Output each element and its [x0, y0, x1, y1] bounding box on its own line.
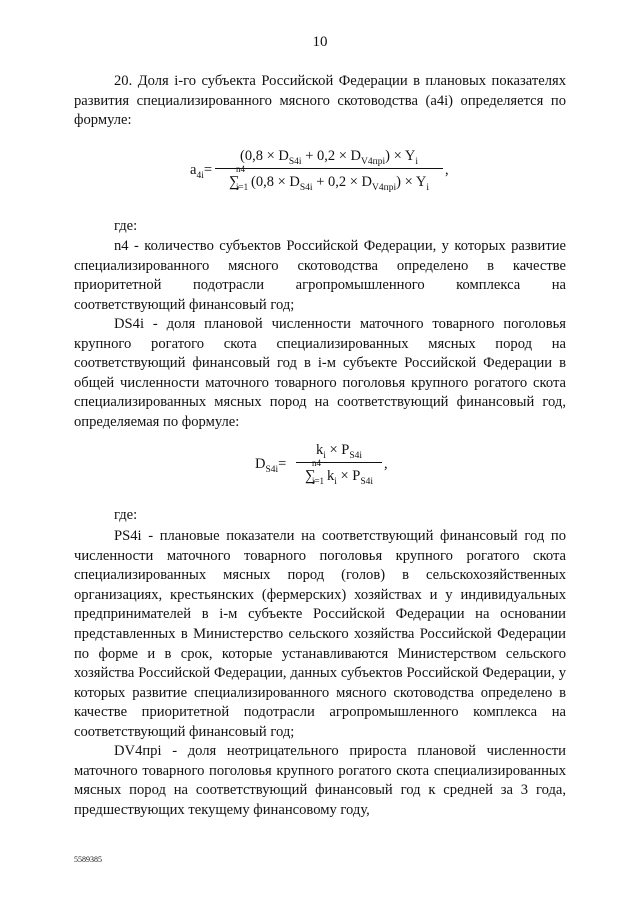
where-label-1: где: — [114, 218, 138, 234]
formula-a4i-numerator: $(0,8 \times D_{S4i} + 0,2 \times D_{V4прi}) \times Y_i$ — [240, 148, 418, 167]
formula-a4i-comma: , — [445, 162, 449, 178]
sum-symbol: n4 ∑ i=1 — [304, 458, 325, 486]
formula-a4i — [0, 146, 640, 196]
formula-ds4i-comma: , — [384, 456, 388, 472]
definition-ds4i: DS4i - доля плановой численности маточного товарного поголовья крупного рогатого скота специализированных мясных пород на соответствующий финансовый год в i-м субъекте Российской Федерации в общей численности маточного товарного поголовья крупного рогатого скота специализированных мясных пород на соответствующий финансовый год, определяемая по формуле: — [74, 316, 566, 430]
where-label-2: где: — [114, 507, 138, 523]
formula-ds4i-numerator: $k_i \times P_{S4i}$ — [315, 442, 363, 461]
formula-a4i-fraction — [215, 146, 443, 196]
formula-ds4i-fraction — [296, 440, 382, 490]
formula-ds4i-lhs: $D_{S4i}=$ — [255, 456, 287, 475]
formula-a4i-lhs: $a_{4i}=$ — [190, 162, 213, 181]
paragraph-20: 20. Доля i-го субъекта Российской Федерации в плановых показателях развития специализированного мясного скотоводства (a4i) определяется по формуле: — [74, 73, 566, 129]
definition-n4: n4 - количество субъектов Российской Федерации, у которых развитие специализированного мясного скотоводства определено в качестве приоритетной подотрасли агропромышленного комплекса на соответствующий финансовый год; — [74, 238, 566, 313]
formula-ds4i-denominator: n4 ∑ i=1 $k_i \times P_{S4i}$ — [304, 458, 374, 487]
definition-dv4pri: DV4прi - доля неотрицательного прироста плановой численности маточного товарного поголовья крупного рогатого скота специализированных мясных пород на соответствующий финансовый год к средней за 3 года, предшествующих текущему финансовому году, — [74, 743, 566, 818]
page-number: 10 — [312, 34, 328, 50]
formula-ds4i — [0, 440, 640, 490]
formula-ds4i-bar — [296, 462, 382, 463]
definition-ps4i: PS4i - плановые показатели на соответствующий финансовый год по численности маточного товарного поголовья крупного рогатого скота специализированных мясных пород (голов) в сельскохозяйственных организациях, крестьянских (фермерских) хозяйствах и у индивидуальных предпринимателей в i-м субъекте Российской Федерации на основании представленных в Министерство сельского хозяйства Российской Федерации по форме и в срок, которые устанавливаются Министерством сельского хозяйства Российской Федерации, данных субъектов Российской Федерации, у которых развитие специализированного мясного скотоводства определено в качестве приоритетной подотрасли агропромышленного комплекса на соответствующий финансовый год; — [74, 528, 566, 740]
sum-symbol: n4 ∑ i=1 — [229, 164, 249, 192]
formula-a4i-denominator: n4 ∑ i=1 $(0,8 \times D_{S4i} + 0,2 \times D_{V4прi}) \times Y_i$ — [229, 164, 429, 193]
footer-code: 5589385 — [74, 855, 102, 864]
formula-a4i-bar — [215, 168, 443, 169]
